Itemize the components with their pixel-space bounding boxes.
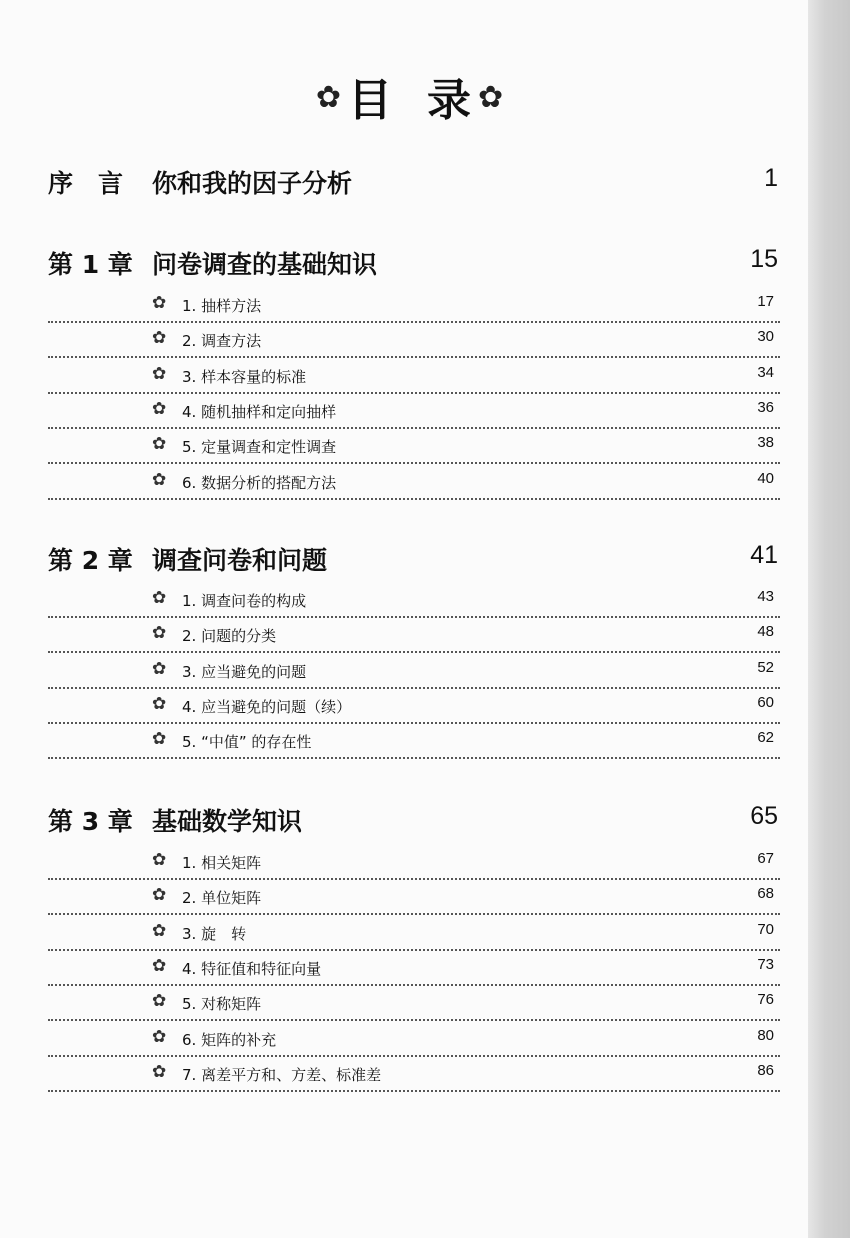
section-title: 4. 随机抽样和定向抽样 (182, 403, 337, 421)
flower-icon: ✿ (152, 399, 167, 419)
section-title: 3. 样本容量的标准 (182, 368, 307, 386)
flower-icon: ✿ (152, 956, 167, 976)
flower-icon: ✿ (152, 1027, 167, 1047)
section-page: 73 (757, 956, 774, 973)
page-edge-shadow (808, 0, 850, 1238)
toc-title-char-2: 录 (427, 75, 472, 126)
flower-icon: ✿ (152, 588, 167, 608)
flower-icon: ✿ (152, 991, 167, 1011)
section-page: 38 (757, 434, 774, 451)
section-title: 2. 单位矩阵 (182, 889, 262, 907)
section-title: 6. 数据分析的搭配方法 (182, 474, 337, 492)
section-page: 30 (757, 328, 774, 345)
chapter-label: 第 1 章 (48, 250, 133, 279)
section-entry[interactable] (48, 588, 780, 618)
chapter-row[interactable] (48, 245, 778, 279)
section-page: 60 (757, 694, 774, 711)
preface-page: 1 (764, 164, 778, 192)
section-page: 36 (757, 399, 774, 416)
section-page: 17 (757, 293, 774, 310)
flower-icon: ✿ (152, 470, 167, 490)
section-entry[interactable] (48, 623, 780, 653)
section-title: 1. 调查问卷的构成 (182, 592, 307, 610)
section-entry[interactable] (48, 328, 780, 358)
section-title: 4. 特征值和特征向量 (182, 960, 322, 978)
section-page: 43 (757, 588, 774, 605)
section-entry[interactable] (48, 364, 780, 394)
section-page: 40 (757, 470, 774, 487)
section-entry[interactable] (48, 434, 780, 464)
flower-icon: ✿ (152, 921, 167, 941)
section-entry[interactable] (48, 885, 780, 915)
toc-title (0, 64, 820, 128)
section-title: 2. 问题的分类 (182, 627, 277, 645)
section-title: 1. 相关矩阵 (182, 854, 262, 872)
section-page: 34 (757, 364, 774, 381)
preface-label: 序 言 (48, 169, 124, 198)
section-entry[interactable] (48, 293, 780, 323)
section-page: 62 (757, 729, 774, 746)
section-entry[interactable] (48, 1027, 780, 1057)
toc-title-char-1: 目 (348, 75, 393, 126)
section-entry[interactable] (48, 991, 780, 1021)
section-entry[interactable] (48, 729, 780, 759)
chapter-label: 第 2 章 (48, 546, 133, 575)
flower-icon: ✿ (152, 850, 167, 870)
chapter-title: 基础数学知识 (152, 807, 303, 836)
chapter-page: 65 (750, 802, 778, 830)
section-page: 68 (757, 885, 774, 902)
flower-icon: ✿ (152, 694, 167, 714)
chapter-page: 15 (750, 245, 778, 273)
section-title: 6. 矩阵的补充 (182, 1031, 277, 1049)
flower-icon: ✿ (152, 293, 167, 313)
chapter-title: 问卷调查的基础知识 (152, 250, 378, 279)
preface-title: 你和我的因子分析 (152, 169, 353, 198)
section-page: 67 (757, 850, 774, 867)
section-title: 5. 定量调查和定性调查 (182, 438, 337, 456)
chapter-row[interactable] (48, 802, 778, 836)
section-entry[interactable] (48, 694, 780, 724)
flower-icon: ✿ (152, 434, 167, 454)
section-page: 80 (757, 1027, 774, 1044)
flower-icon: ✿ (152, 885, 167, 905)
chapter-row[interactable] (48, 541, 778, 575)
section-title: 4. 应当避免的问题（续） (182, 698, 352, 716)
section-entry[interactable] (48, 921, 780, 951)
section-page: 70 (757, 921, 774, 938)
flower-icon: ✿ (152, 659, 167, 679)
flower-icon: ✿ (152, 1062, 167, 1082)
section-entry[interactable] (48, 470, 780, 500)
flower-icon: ✿ (315, 80, 342, 115)
section-title: 5. 对称矩阵 (182, 995, 262, 1013)
flower-icon: ✿ (152, 729, 167, 749)
chapter-title: 调查问卷和问题 (152, 546, 328, 575)
section-page: 86 (757, 1062, 774, 1079)
section-title: 7. 离差平方和、方差、标准差 (182, 1066, 382, 1084)
section-title: 5. “中值” 的存在性 (182, 733, 312, 751)
preface-row[interactable] (48, 164, 778, 198)
flower-icon: ✿ (152, 364, 167, 384)
section-entry[interactable] (48, 956, 780, 986)
section-entry[interactable] (48, 850, 780, 880)
section-entry[interactable] (48, 1062, 780, 1092)
section-title: 3. 应当避免的问题 (182, 663, 307, 681)
chapter-label: 第 3 章 (48, 807, 133, 836)
chapter-page: 41 (750, 541, 778, 569)
section-title: 2. 调查方法 (182, 332, 262, 350)
section-entry[interactable] (48, 659, 780, 689)
section-page: 76 (757, 991, 774, 1008)
flower-icon: ✿ (478, 80, 505, 115)
section-entry[interactable] (48, 399, 780, 429)
section-page: 52 (757, 659, 774, 676)
section-title: 1. 抽样方法 (182, 297, 262, 315)
section-page: 48 (757, 623, 774, 640)
section-title: 3. 旋 转 (182, 925, 247, 943)
flower-icon: ✿ (152, 328, 167, 348)
flower-icon: ✿ (152, 623, 167, 643)
